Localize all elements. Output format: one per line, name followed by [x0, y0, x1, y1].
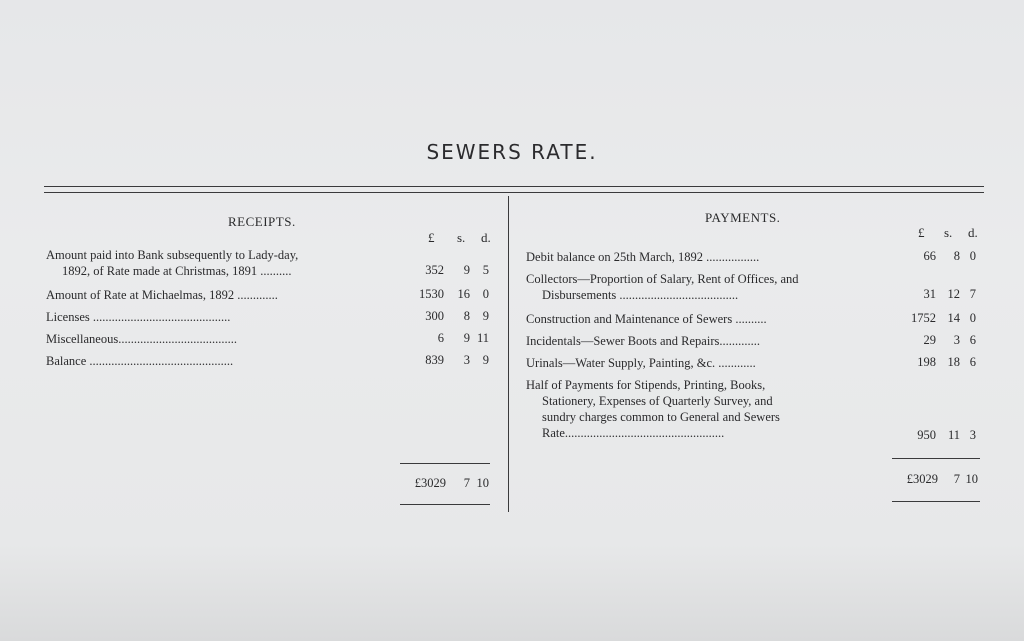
receipts-shillings-header: s. [457, 230, 466, 245]
receipt-item-1-line-2: 1892, of Rate made at Christmas, 1891 .......... [62, 264, 292, 278]
payment-item-4-pounds: 29 [923, 333, 936, 347]
payment-item-6-line-3: sundry charges common to General and Sewers [542, 410, 780, 424]
receipts-pounds-header: £ [428, 230, 435, 245]
receipt-item-1-pence: 5 [482, 263, 489, 277]
payment-item-6-pence: 3 [969, 428, 976, 442]
receipts-total-pence: 10 [476, 476, 489, 490]
double-rule-bottom [44, 192, 984, 193]
payments-pounds-header: £ [918, 225, 925, 240]
payment-item-3-pounds: 1752 [911, 311, 936, 325]
page-title: SEWERS RATE. [426, 140, 598, 164]
payments-pence-header: d. [968, 225, 978, 240]
payment-item-3-pence: 0 [969, 311, 976, 325]
receipt-item-2-pence: 0 [482, 287, 489, 301]
payment-item-5-pounds: 198 [917, 355, 936, 369]
payment-item-1-pence: 0 [969, 249, 976, 263]
double-rule-top [44, 186, 984, 187]
payment-item-4-pence: 6 [969, 333, 976, 347]
receipt-item-4: Miscellaneous...................................... [46, 332, 237, 346]
receipts-total-shillings: 7 [463, 476, 470, 490]
payments-total-underline [892, 501, 980, 502]
payments-sum-rule [892, 458, 980, 459]
payment-item-2-line-2: Disbursements ...................................... [542, 288, 739, 302]
payment-item-1-pounds: 66 [923, 249, 936, 263]
payment-item-6-line-1: Half of Payments for Stipends, Printing, Books, [526, 378, 766, 392]
payment-item-6-line-4: Rate................................................... [542, 426, 725, 440]
payment-item-6-shillings: 11 [947, 428, 960, 442]
receipts-total-underline [400, 504, 490, 505]
receipt-item-5-pence: 9 [482, 353, 489, 367]
payment-item-1: Debit balance on 25th March, 1892 ................. [526, 250, 760, 264]
receipt-item-1-shillings: 9 [463, 263, 470, 277]
receipt-item-2-shillings: 16 [457, 287, 470, 301]
payment-item-4: Incidentals—Sewer Boots and Repairs............. [526, 334, 760, 348]
payment-item-4-shillings: 3 [953, 333, 960, 347]
receipt-item-2-pounds: 1530 [419, 287, 444, 301]
payment-item-5-pence: 6 [969, 355, 976, 369]
payment-item-6-pounds: 950 [917, 428, 936, 442]
payment-item-6-line-2: Stationery, Expenses of Quarterly Survey, and [542, 394, 773, 408]
receipts-pence-header: d. [481, 230, 491, 245]
payment-item-2-pence: 7 [969, 287, 976, 301]
payment-item-1-shillings: 8 [953, 249, 960, 263]
payments-total-pounds: £3029 [906, 472, 938, 486]
receipts-sum-rule [400, 463, 490, 464]
receipt-item-4-shillings: 9 [463, 331, 470, 345]
payments-total-pence: 10 [965, 472, 978, 486]
receipt-item-3-pence: 9 [482, 309, 489, 323]
payment-item-2-pounds: 31 [923, 287, 936, 301]
payment-item-3: Construction and Maintenance of Sewers .......... [526, 312, 767, 326]
receipts-total-pounds: £3029 [414, 476, 446, 490]
receipt-item-3-pounds: 300 [425, 309, 444, 323]
receipts-heading: RECEIPTS. [228, 214, 296, 229]
receipt-item-5: Balance .............................................. [46, 354, 234, 368]
receipt-item-5-shillings: 3 [463, 353, 470, 367]
payments-total-shillings: 7 [953, 472, 960, 486]
payment-item-5-shillings: 18 [947, 355, 960, 369]
payments-heading: PAYMENTS. [705, 210, 781, 225]
receipt-item-5-pounds: 839 [425, 353, 444, 367]
payment-item-2-shillings: 12 [947, 287, 960, 301]
payment-item-5: Urinals—Water Supply, Painting, &c. ............ [526, 356, 756, 370]
column-divider [508, 196, 509, 512]
receipt-item-4-pounds: 6 [437, 331, 444, 345]
payment-item-3-shillings: 14 [947, 311, 960, 325]
receipt-item-2: Amount of Rate at Michaelmas, 1892 ............. [46, 288, 278, 302]
receipt-item-1-line-1: Amount paid into Bank subsequently to Lady-day, [46, 248, 299, 262]
receipt-item-3-shillings: 8 [463, 309, 470, 323]
receipt-item-1-pounds: 352 [425, 263, 444, 277]
receipt-item-4-pence: 11 [476, 331, 489, 345]
payments-shillings-header: s. [944, 225, 953, 240]
receipt-item-3: Licenses ............................................ [46, 310, 231, 324]
payment-item-2-line-1: Collectors—Proportion of Salary, Rent of Offices, and [526, 272, 799, 286]
